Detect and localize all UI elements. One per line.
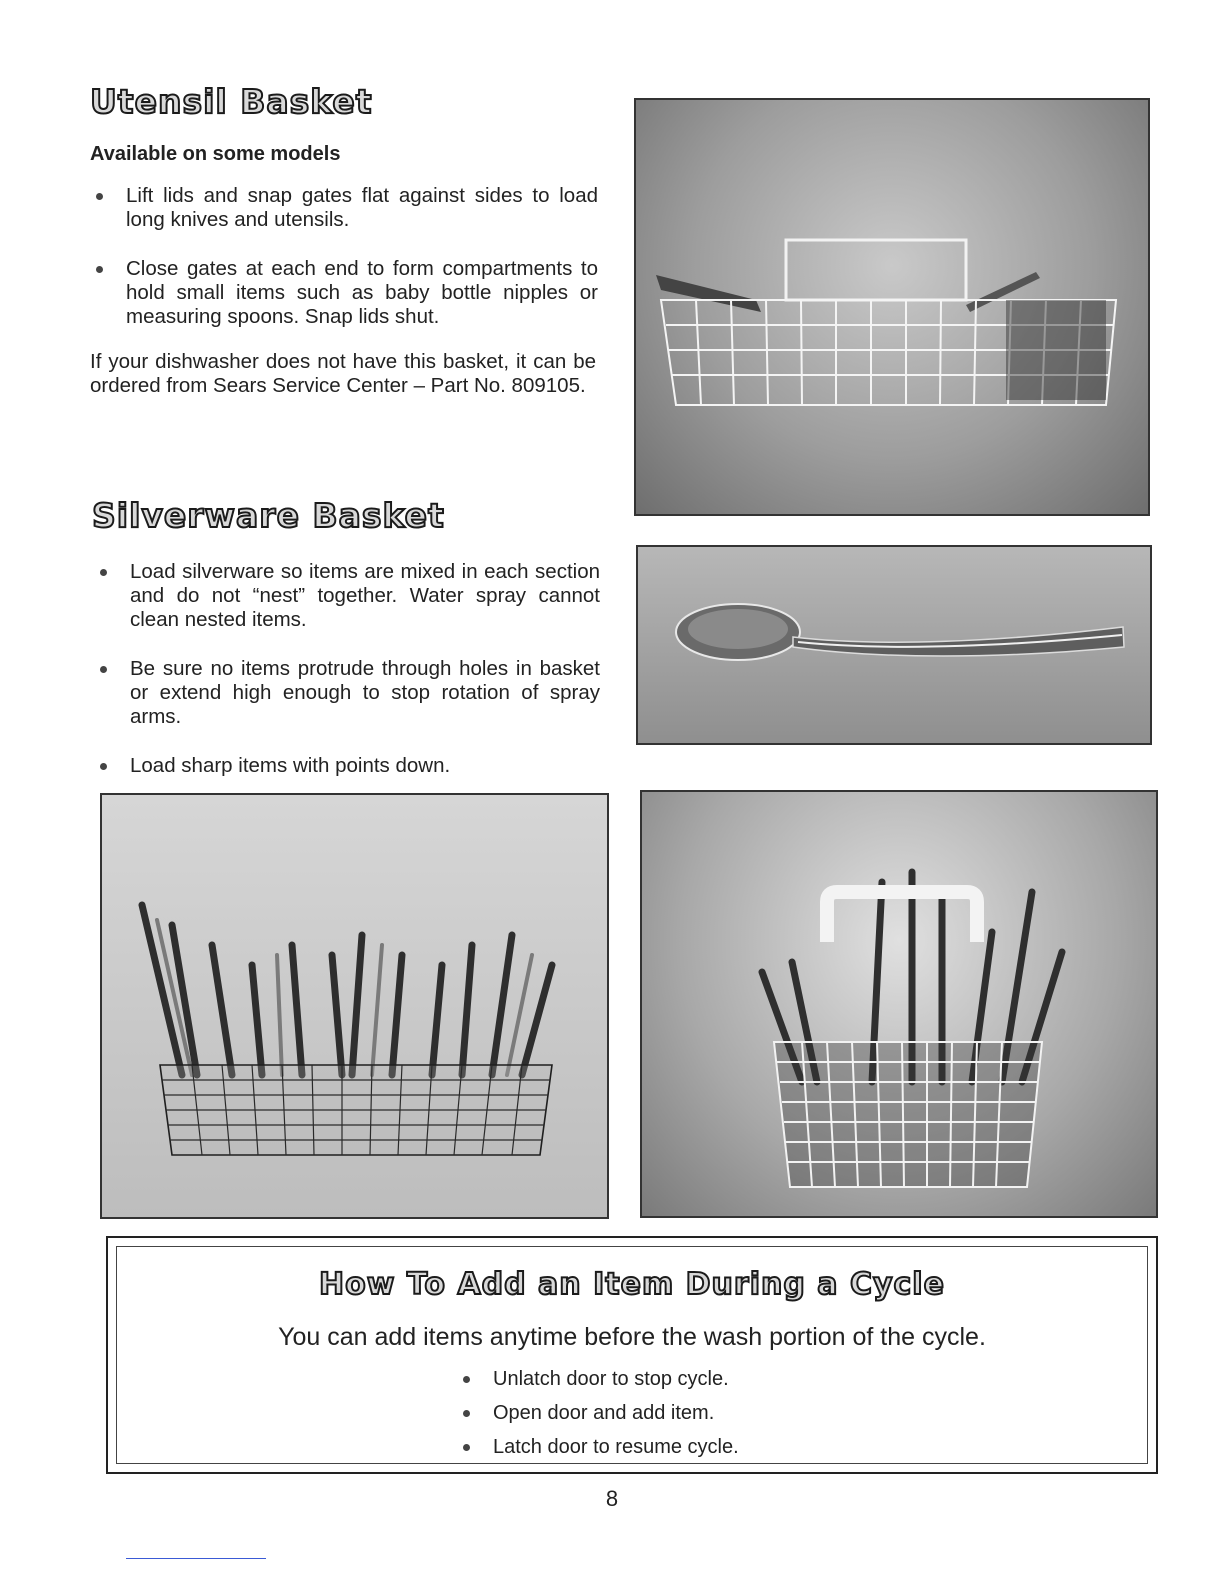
list-item: Be sure no items protrude through holes in basket or extend high enough to stop rotation of spray arms. bbox=[96, 657, 600, 729]
page-number: 8 bbox=[605, 1486, 619, 1511]
bullet-icon bbox=[463, 1376, 470, 1383]
add-item-steps bbox=[459, 1367, 959, 1469]
list-item: Lift lids and snap gates flat against sides to load long knives and utensils. bbox=[92, 184, 598, 232]
utensil-basket-order-note: If your dishwasher does not have this basket, it can be ordered from Sears Service Center – Part No. 809105. bbox=[90, 350, 596, 397]
add-item-box-inner-border bbox=[116, 1246, 1148, 1464]
add-item-heading: How To Add an Item During a Cycle bbox=[319, 1267, 945, 1302]
bullet-icon bbox=[96, 266, 103, 273]
bullet-icon bbox=[463, 1410, 470, 1417]
list-item: Close gates at each end to form compartments to hold small items such as baby bottle nipples or measuring spoons. Snap lids shut. bbox=[92, 257, 598, 329]
nested-spoons-photo bbox=[636, 545, 1152, 745]
utensil-basket-subtitle: Available on some models bbox=[90, 143, 341, 165]
list-item: Unlatch door to stop cycle. bbox=[459, 1367, 959, 1391]
add-item-box bbox=[106, 1236, 1158, 1474]
bullet-icon bbox=[100, 666, 107, 673]
bullet-icon bbox=[100, 569, 107, 576]
footer-rule bbox=[126, 1558, 266, 1559]
utensil-basket-photo bbox=[634, 98, 1150, 516]
add-item-intro: You can add items anytime before the wash portion of the cycle. bbox=[278, 1323, 986, 1351]
list-item: Open door and add item. bbox=[459, 1401, 959, 1425]
silverware-basket-handle-photo bbox=[640, 790, 1158, 1218]
list-item: Latch door to resume cycle. bbox=[459, 1435, 959, 1459]
utensil-basket-heading: Utensil Basket bbox=[90, 82, 373, 121]
bullet-icon bbox=[96, 193, 103, 200]
silverware-basket-photo bbox=[100, 793, 609, 1219]
silverware-basket-heading: Silverware Basket bbox=[92, 496, 445, 535]
list-item: Load sharp items with points down. bbox=[96, 754, 600, 778]
utensil-basket-list bbox=[92, 184, 598, 354]
bullet-icon bbox=[463, 1444, 470, 1451]
list-item: Load silverware so items are mixed in each section and do not “nest” together. Water spray cannot clean nested items. bbox=[96, 560, 600, 632]
silverware-basket-list bbox=[96, 560, 600, 803]
bullet-icon bbox=[100, 763, 107, 770]
